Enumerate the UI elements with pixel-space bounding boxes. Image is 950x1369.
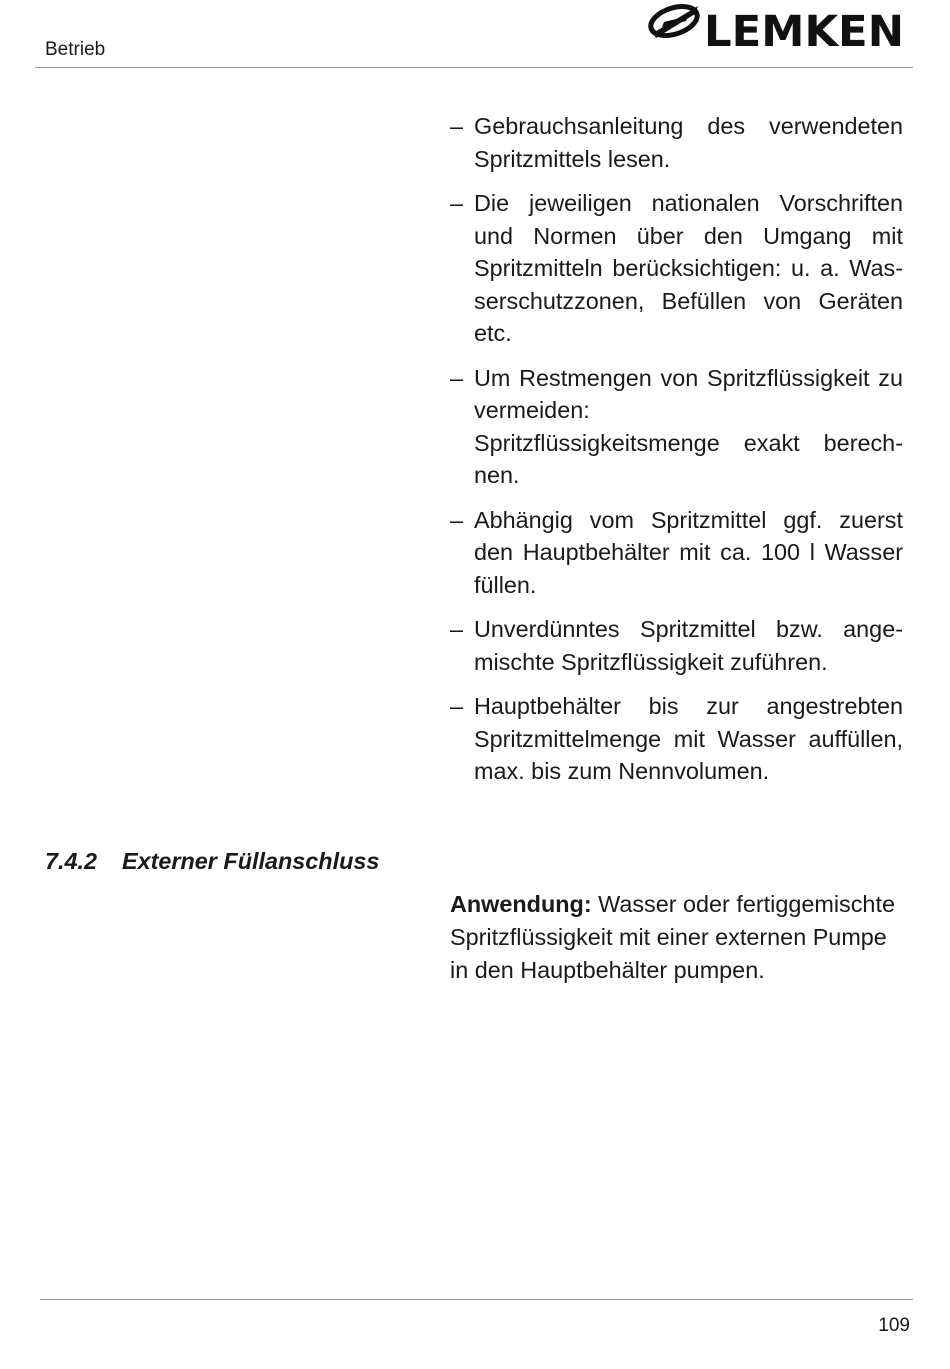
instruction-item [450,187,903,350]
instruction-text: Abhängig vom Spritzmittel ggf. zuerst den Hauptbehälter mit ca. 100 l Wasser füllen. [474,506,903,598]
dash-marker: – [450,693,464,719]
lemken-logo [646,2,908,52]
instruction-text: Um Restmengen von Spritzflüssigkeit zu vermeiden: Spritzflüssigkeitsmenge exakt berechnen. [474,364,903,488]
section-heading [45,845,379,877]
instruction-item [450,613,903,678]
page-number: 109 [878,1315,910,1336]
section-number: 7.4.2 [45,848,98,874]
lemken-emblem-icon [647,2,701,41]
section-title: Externer Füllanschluss [122,848,380,874]
footer-divider [40,1299,913,1300]
instruction-list [450,110,903,800]
dash-marker: – [450,506,464,533]
dash-marker: – [450,113,464,139]
instruction-text: Die jeweiligen nationalen Vorschriften und Normen über den Umgang mit Spritzmitteln berücksichtigen: u. a. Wasserschutzzonen, Befüllen von Geräten etc. [474,190,903,346]
usage-label: Anwendung: [450,891,592,917]
lemken-wordmark: LEMKEN [704,7,904,52]
usage-paragraph [450,888,910,987]
instruction-item [450,110,903,175]
instruction-item [450,504,903,602]
header-section-title: Betrieb [45,39,106,60]
instruction-text: Hauptbehälter bis zur angestrebten Spritzmittelmenge mit Wasser auffüllen, max. bis zum Nennvolumen. [474,693,903,784]
instruction-item [450,690,903,788]
header-divider [35,67,913,68]
dash-marker: – [450,190,464,216]
instruction-text: Gebrauchsanleitung des verwendeten Spritzmittels lesen. [474,113,903,172]
usage-text: Wasser oder fertiggemischte Spritzflüssigkeit mit einer externen Pumpe in den Hauptbehälter pumpen. [450,891,895,983]
instruction-item [450,362,903,492]
instruction-text: Unverdünntes Spritzmittel bzw. angemischte Spritzflüssigkeit zuführen. [474,616,903,675]
dash-marker: – [450,364,464,391]
dash-marker: – [450,616,464,642]
